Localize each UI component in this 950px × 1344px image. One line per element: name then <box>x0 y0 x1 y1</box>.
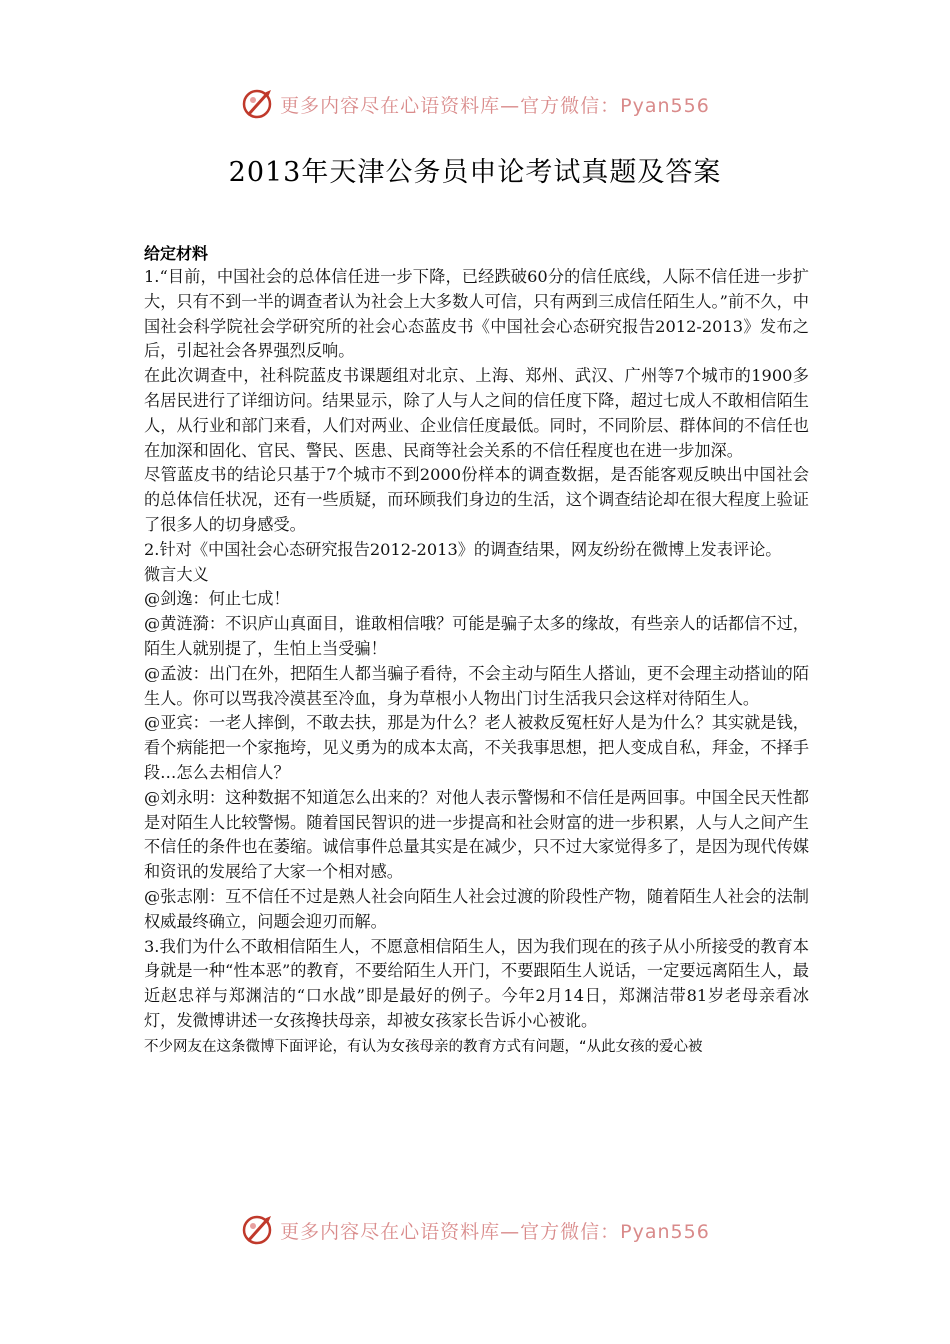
weibo-comment: @刘永明：这种数据不知道怎么出来的？对他人表示警惕和不信任是两回事。中国全民天性都是对陌生人比较警惕。随着国民智识的进一步提高和社会财富的进一步积累，人与人之间产生不信任的条件也在萎缩。诚信事件总量其实是在减少，只不过大家觉得多了，是因为现代传媒和资讯的发展给了大家一个相对感。 <box>144 787 809 882</box>
header-banner <box>0 82 950 126</box>
weibo-comment: @亚宾：一老人摔倒，不敢去扶，那是为什么？老人被救反冤枉好人是为什么？其实就是钱，看个病能把一个家拖垮，见义勇为的成本太高，不关我事思想，把人变成自私，拜金，不择手段…怎么去相信人？ <box>144 713 809 782</box>
paragraph: 1.“目前，中国社会的总体信任进一步下降，已经跌破60分的信任底线，人际不信任进一步扩大，只有不到一半的调查者认为社会上大多数人可信，只有两到三成信任陌生人。”前不久，中国社会科学院社会学研究所的社会心态蓝皮书《中国社会心态研究报告2012-2013》发布之后，引起社会各界强烈反响。 <box>144 267 809 361</box>
section-heading: 给定材料 <box>144 244 209 263</box>
weibo-comment: @剑逸：何止七成！ <box>144 589 290 609</box>
footer-banner <box>0 1208 950 1252</box>
weibo-comment: @张志刚：互不信任不过是熟人社会向陌生人社会过渡的阶段性产物，随着陌生人社会的法制权威最终确立，问题会迎刃而解。 <box>144 886 809 931</box>
document-title: 2013年天津公务员申论考试真题及答案 <box>228 157 722 188</box>
paragraph: 2.针对《中国社会心态研究报告2012-2013》的调查结果，网友纷纷在微博上发表评论。 <box>144 539 782 559</box>
logo-icon <box>240 86 276 122</box>
banner-text: 更多内容尽在心语资料库—官方微信：Pyan556 <box>280 1220 710 1243</box>
paragraph: 在此次调查中，社科院蓝皮书课题组对北京、上海、郑州、武汉、广州等7个城市的1900多名居民进行了详细访问。结果显示，除了人与人之间的信任度下降，超过七成人不敢相信陌生人，从行业和部门来看，人们对两业、企业信任度最低。同时，不同阶层、群体间的不信任也在加深和固化、官民、警民、医患、民商等社会关系的不信任程度也在进一步加深。 <box>144 366 809 460</box>
banner-text: 更多内容尽在心语资料库—官方微信：Pyan556 <box>280 94 710 117</box>
logo-icon <box>240 1212 276 1248</box>
paragraph-continued: 不少网友在这条微博下面评论，有认为女孩母亲的教育方式有问题，“从此女孩的爱心被 <box>144 1038 703 1055</box>
document-body <box>144 243 809 1058</box>
weibo-comment: @孟波：出门在外，把陌生人都当骗子看待，不会主动与陌生人搭讪，更不会理主动搭讪的陌生人。你可以骂我冷漠甚至冷血，身为草根小人物出门讨生活我只会这样对待陌生人。 <box>144 663 809 708</box>
paragraph: 尽管蓝皮书的结论只基于7个城市不到2000份样本的调查数据，是否能客观反映出中国社会的总体信任状况，还有一些质疑，而环顾我们身边的生活，这个调查结论却在很大程度上验证了很多人的切身感受。 <box>144 465 809 534</box>
paragraph: 3.我们为什么不敢相信陌生人，不愿意相信陌生人，因为我们现在的孩子从小所接受的教育本身就是一种“性本恶”的教育，不要给陌生人开门，不要跟陌生人说话，一定要远离陌生人，最近赵忠祥与郑渊洁的“口水战”即是最好的例子。今年2月14日，郑渊洁带81岁老母亲看冰灯，发微博讲述一女孩搀扶母亲，却被女孩家长告诉小心被讹。 <box>144 936 809 1030</box>
weibo-comment: @黄涟漪：不识庐山真面目，谁敢相信哦？可能是骗子太多的缘故，有些亲人的话都信不过，陌生人就别提了，生怕上当受骗！ <box>144 614 809 658</box>
subheading: 微言大义 <box>144 564 209 584</box>
